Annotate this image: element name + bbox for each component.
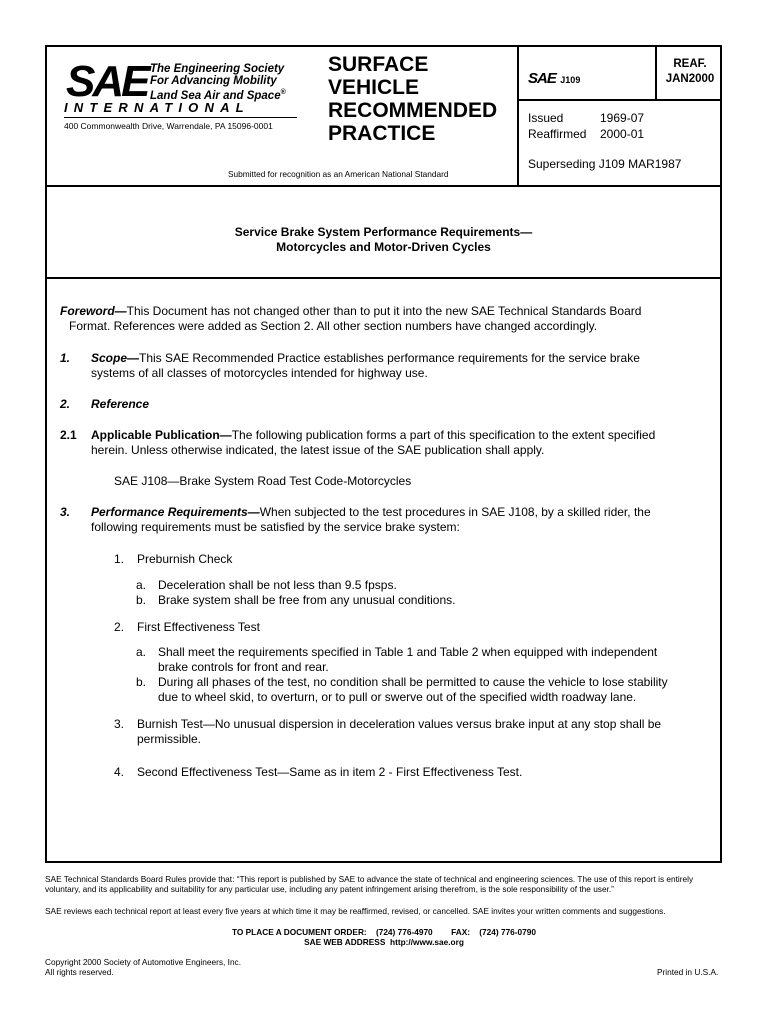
review-notice: SAE reviews each technical report at least every five years at which time it may be reaffirmed, revised, or cancelled. SAE invites your written comments and suggestions. (45, 906, 666, 916)
section-3: 3. Performance Requirements—When subjected to the test procedures in SAE J108, by a skilled rider, the following requirements must be satisfied by the service brake system: (60, 505, 651, 534)
title-line-1: Service Brake System Performance Requirements— (234, 225, 533, 239)
title-bottom-rule (45, 277, 722, 279)
reference-heading: Reference (91, 397, 150, 411)
reaffirmed-label: Reaffirmed (528, 127, 587, 141)
issue-info (528, 110, 644, 142)
header-bottom-rule (45, 185, 722, 187)
section-1: 1. Scope—This SAE Recommended Practice establishes performance requirements for the service brake systems of all classes of motorcycles intended for highway use. (60, 351, 640, 380)
doc-type-line-2: VEHICLE (328, 76, 420, 99)
web-address-link[interactable]: http://www.sae.org (390, 937, 464, 947)
issued-value: 1969-07 (600, 111, 645, 125)
list-item: 3. Burnish Test—No unusual dispersion in deceleration values versus brake input at any stop shall be permissible. (114, 717, 662, 746)
doc-type-line-1: SURFACE (328, 53, 429, 76)
document-type (328, 53, 497, 145)
foreword-heading: Foreword— (60, 304, 127, 318)
issued-label: Issued (528, 111, 564, 125)
header-divider-3 (517, 99, 722, 101)
header-divider-2 (655, 45, 657, 101)
doc-number (528, 70, 580, 88)
superseding-note: Superseding J109 MAR1987 (528, 157, 682, 171)
title-line-2: Motorcycles and Motor-Driven Cycles (276, 240, 491, 254)
section-2: 2. Reference (60, 397, 150, 411)
reference-sae-j108: SAE J108—Brake System Road Test Code-Motorcycles (114, 474, 412, 488)
sae-address: 400 Commonwealth Drive, Warrendale, PA 15096-0001 (64, 121, 273, 131)
printed-in: Printed in U.S.A. (657, 967, 719, 977)
list-item: 1. Preburnish Check (114, 552, 233, 566)
international-wordmark: INTERNATIONAL (64, 100, 250, 115)
standards-board-rules: SAE Technical Standards Board Rules provide that: “This report is published by SAE to advance the state of technical and engineering sciences. The use of this report is entirely voluntary, and its applicability and suitability for any particular use, including any patent infringement arising therefrom, is the sole responsibility of the user.” (45, 874, 694, 894)
doc-type-line-3: RECOMMENDED (328, 99, 498, 122)
foreword: Foreword—This Document has not changed other than to put it into the new SAE Technical Standards Board Format. References were added as Section 2. All other section numbers have changed accordingly. (60, 304, 642, 333)
doc-number-value: J109 (560, 75, 581, 85)
doc-type-line-4: PRACTICE (328, 122, 436, 145)
sae-logo: SAE (66, 57, 148, 106)
performance-requirements-heading: Performance Requirements— (91, 505, 260, 519)
reaffirmed-value: 2000-01 (600, 127, 645, 141)
list-item: a. Deceleration shall be not less than 9.5 fpsps. b. Brake system shall be free from any unusual conditions. (136, 578, 456, 607)
section-2-1: 2.1 Applicable Publication—The following publication forms a part of this specification to the extent specified herein. Unless otherwise indicated, the latest issue of the SAE publication shall apply. (60, 428, 656, 457)
document-title (45, 225, 722, 255)
header-divider-1 (517, 45, 519, 186)
reaffirmation-badge (662, 57, 718, 87)
list-item: 4. Second Effectiveness Test—Same as in item 2 - First Effectiveness Test. (114, 765, 523, 779)
society-line-2: For Advancing Mobility (150, 75, 277, 87)
society-tagline (150, 63, 286, 102)
applicable-publication-heading: Applicable Publication— (91, 428, 232, 442)
doc-number-logo: SAE (528, 70, 556, 87)
ansi-note: Submitted for recognition as an American National Standard (228, 169, 449, 179)
reaf-date: JAN2000 (665, 73, 715, 85)
society-line-1: The Engineering Society (150, 63, 285, 75)
list-item: 2. First Effectiveness Test (114, 620, 260, 634)
scope-heading: Scope— (91, 351, 140, 365)
list-item: a. Shall meet the requirements specified in Table 1 and Table 2 when equipped with independent brake controls for front and rear. b. During all phases of the test, no condition shall be permitted to cause the vehicle to lose stability due to wheel skid, to overturn, or to pull or swerve out of the specified width roadway lane. (136, 645, 668, 704)
logo-underline (64, 117, 297, 118)
copyright: Copyright 2000 Society of Automotive Engineers, Inc. All rights reserved. (45, 957, 242, 977)
society-line-3: Land Sea Air and Space® (150, 89, 286, 102)
reaf-label: REAF. (673, 58, 707, 70)
order-info: TO PLACE A DOCUMENT ORDER: (724) 776-4970 FAX: (724) 776-0790 SAE WEB ADDRESS http://www.sae.org (231, 927, 537, 947)
